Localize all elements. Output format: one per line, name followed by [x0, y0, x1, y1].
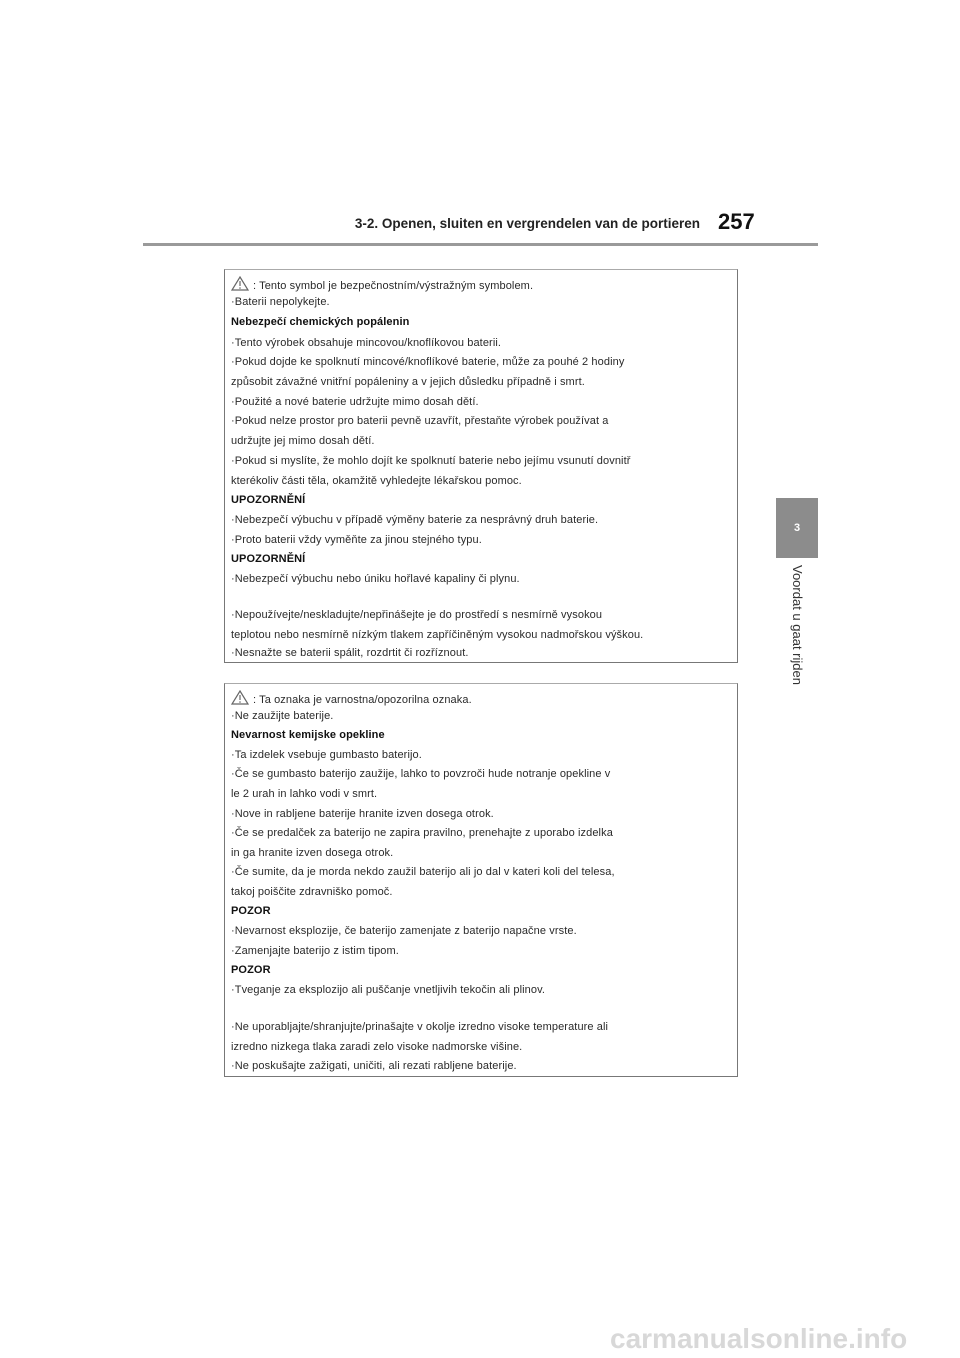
box2-line-8: in ga hranite izven dosega otrok. — [231, 847, 394, 859]
box1-line-9: ·Pokud si myslíte, že mohlo dojít ke spolknutí baterie nebo jejímu vsunutí dovnitř — [231, 455, 631, 467]
box1-line-13: ·Proto baterii vždy vyměňte za jinou stejného typu. — [231, 534, 482, 546]
box1-line-6: ·Použité a nové baterie udržujte mimo dosah dětí. — [231, 396, 479, 408]
box2-line-0: : Ta oznaka je varnostna/opozorilna oznaka. — [231, 690, 472, 706]
warning-box-slovenian — [224, 683, 738, 1077]
box1-line-5: způsobit závažné vnitřní popáleniny a v jejich důsledku případně i smrt. — [231, 376, 585, 388]
page-number: 257 — [718, 209, 755, 234]
box2-line-10: takoj poiščite zdravniško pomoč. — [231, 886, 393, 898]
box1-line-1: ·Baterii nepolykejte. — [231, 296, 330, 308]
box2-heading-caution-2: POZOR — [231, 964, 271, 976]
box1-line-17: teplotou nebo nesmírně nízkým tlakem zapříčiněným vysokou nadmořskou výškou. — [231, 629, 644, 641]
box2-line-13: ·Zamenjajte baterijo z istim tipom. — [231, 945, 399, 957]
box2-line-3: ·Ta izdelek vsebuje gumbasto baterijo. — [231, 749, 422, 761]
box1-line-16: ·Nepoužívejte/neskladujte/nepřinášejte je do prostředí s nesmírně vysokou — [231, 609, 603, 621]
warning-triangle-icon — [231, 276, 249, 291]
box2-line-15: ·Tveganje za eksplozijo ali puščanje vnetljivih tekočin ali plinov. — [231, 984, 546, 996]
box1-heading-chemical-burns: Nebezpečí chemických popálenin — [231, 316, 410, 328]
box1-line-7: ·Pokud nelze prostor pro baterii pevně uzavřít, přestaňte výrobek používat a — [231, 415, 609, 427]
header-rule — [143, 243, 818, 246]
box2-line-16: ·Ne uporabljajte/shranjujte/prinašajte v okolje izredno visoke temperature ali — [231, 1021, 609, 1033]
box1-line-12: ·Nebezpečí výbuchu v případě výměny baterie za nesprávný druh baterie. — [231, 514, 599, 526]
chapter-side-label — [790, 565, 805, 710]
box1-line-0: : Tento symbol je bezpečnostním/výstražným symbolem. — [231, 276, 533, 292]
box1-line-10: kterékoliv části těla, okamžitě vyhledejte lékařskou pomoc. — [231, 475, 522, 487]
box2-line-7: ·Če se predalček za baterijo ne zapira pravilno, prenehajte z uporabo izdelka — [231, 827, 613, 839]
box2-line-18: ·Ne poskušajte zažigati, uničiti, ali rezati rabljene baterije. — [231, 1060, 517, 1072]
box2-line-4: ·Če se gumbasto baterijo zaužije, lahko to povzroči hude notranje opekline v — [231, 768, 611, 780]
chapter-tab-number: 3 — [793, 522, 801, 534]
box1-line-15: ·Nebezpečí výbuchu nebo úniku hořlavé kapaliny či plynu. — [231, 573, 520, 585]
box2-line-5: le 2 urah in lahko vodi v smrt. — [231, 788, 378, 800]
box1-line-8: udržujte jej mimo dosah dětí. — [231, 435, 375, 447]
section-title: 3-2. Openen, sluiten en vergrendelen van de portieren — [354, 216, 700, 231]
box2-line-6: ·Nove in rabljene baterije hranite izven dosega otrok. — [231, 808, 494, 820]
box2-heading-caution-1: POZOR — [231, 905, 271, 917]
box2-heading-chemical-burns: Nevarnost kemijske opekline — [231, 729, 385, 741]
box2-line-17: izredno nizkega tlaka zaradi zelo visoke nadmorske višine. — [231, 1041, 523, 1053]
box1-line-18: ·Nesnažte se baterii spálit, rozdrtit či rozříznout. — [231, 647, 469, 659]
box1-line-3: ·Tento výrobek obsahuje mincovou/knoflíkovou baterii. — [231, 337, 502, 349]
box1-heading-caution-1: UPOZORNĚNÍ — [231, 494, 306, 506]
box2-line-12: ·Nevarnost eksplozije, če baterijo zamenjate z baterijo napačne vrste. — [231, 925, 577, 937]
watermark-logo — [610, 1318, 950, 1358]
warning-box-czech — [224, 269, 738, 663]
box1-heading-caution-2: UPOZORNĚNÍ — [231, 553, 306, 565]
chapter-tab — [776, 498, 818, 558]
box1-line-4: ·Pokud dojde ke spolknutí mincové/knoflíkové baterie, může za pouhé 2 hodiny — [231, 356, 625, 368]
svg-text:carmanualsonline.info: carmanualsonline.info — [610, 1323, 908, 1354]
box2-line-1: ·Ne zaužijte baterije. — [231, 710, 334, 722]
warning-triangle-icon — [231, 690, 249, 705]
chapter-side-label-text: Voordat u gaat rijden — [790, 565, 805, 685]
box2-line-9: ·Če sumite, da je morda nekdo zaužil baterijo ali jo dal v kateri koli del telesa, — [231, 866, 615, 878]
